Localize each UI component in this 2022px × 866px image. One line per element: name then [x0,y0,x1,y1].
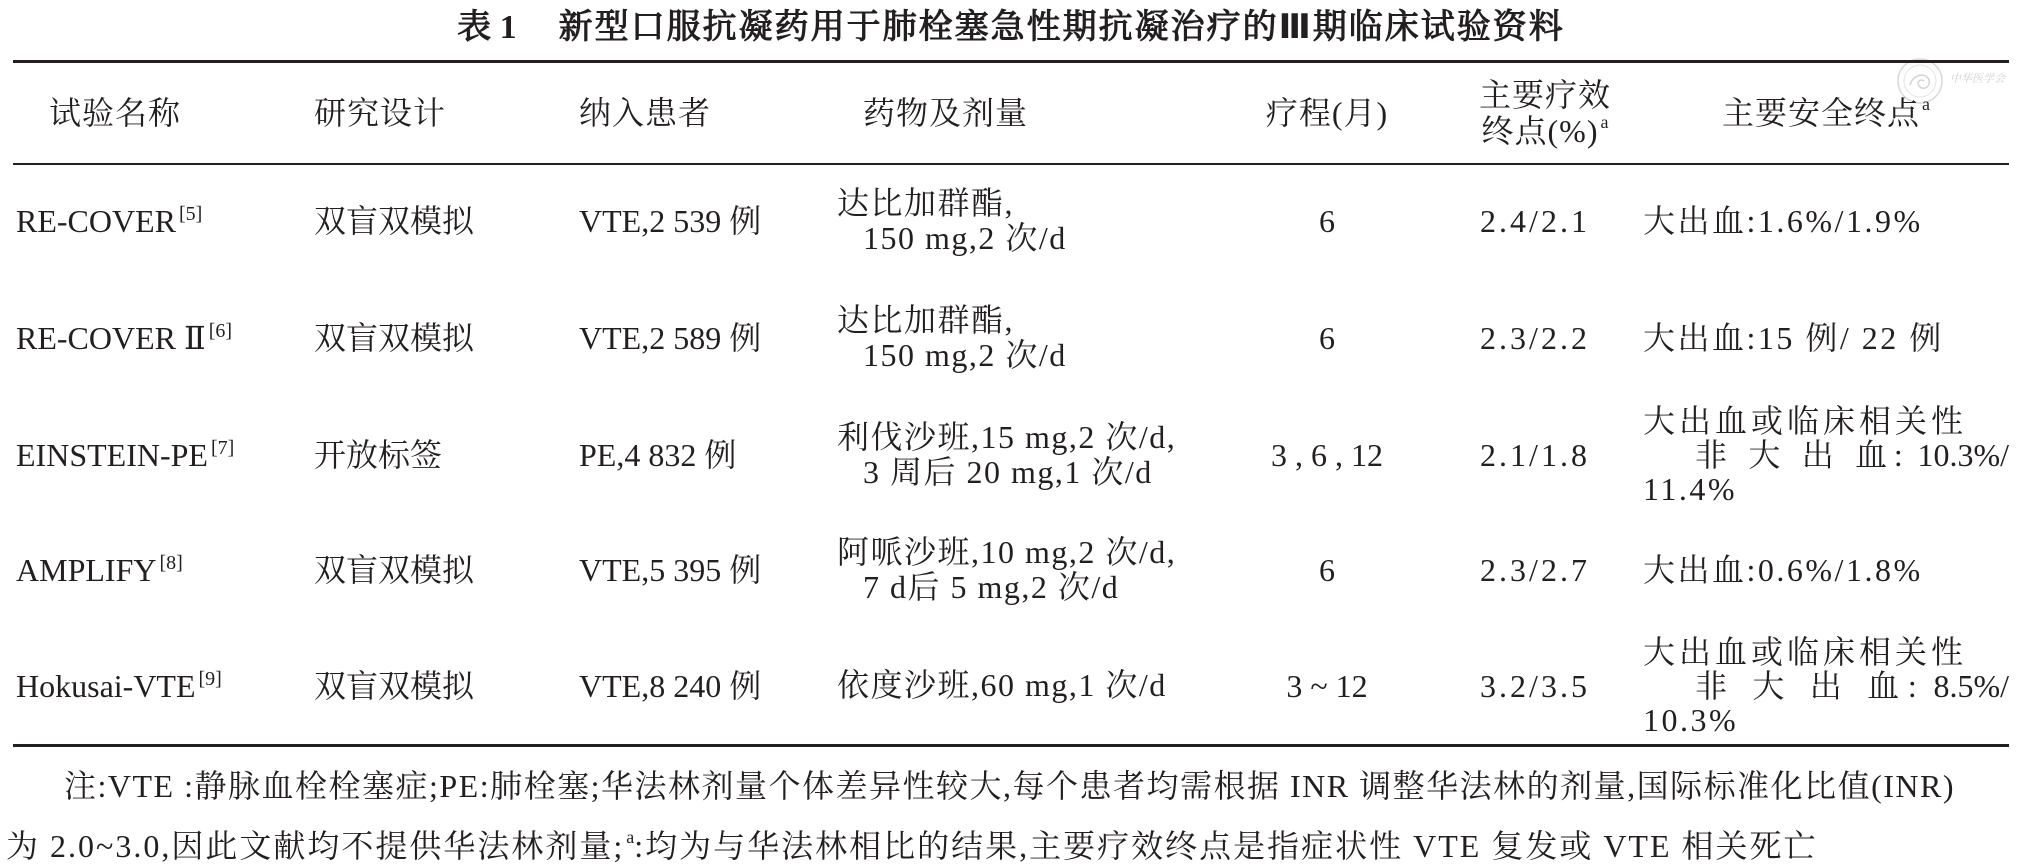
trial-name-cell [16,513,183,627]
study-design-cell: 双盲双模拟 [314,320,475,356]
drug-dosage-cell [837,397,1176,513]
trial-name-cell [16,627,222,744]
enrolled-patients-cell: PE,4 832 例 [579,437,737,473]
header-primary-safety-text: 主要安全终点 [1721,95,1920,131]
trial-name [16,204,202,238]
primary-efficacy-cell: 3.2/3.5 [1480,667,1590,704]
study-design-cell: 双盲双模拟 [314,552,475,588]
header-enrolled-patients: 纳入患者 [579,95,712,131]
header-primary-efficacy-line-1: 主要疗效 [1478,77,1611,113]
safety-line: 大出血或临床相关性 [1643,633,1968,670]
enrolled-patients-cell: VTE,5 395 例 [579,552,762,588]
reference-marker: [8] [159,552,183,574]
header-primary-efficacy [1440,63,1650,163]
table-bottom-rule [13,744,2009,747]
table-caption [0,1,2022,45]
table-row [0,627,2022,744]
header-primary-efficacy-line-2 [1482,113,1609,149]
drug-dosage-line: 达比加群酯, [837,302,1015,338]
reference-marker: [7] [210,437,235,459]
enrolled-patients-cell: VTE,8 240 例 [579,667,762,704]
trial-name-cell [16,165,202,277]
study-design-cell: 双盲双模拟 [314,667,475,704]
drug-dosage-line: 利伐沙班,15 mg,2 次/d, [837,419,1177,455]
trial-name-cell [16,279,232,397]
primary-efficacy-cell: 2.1/1.8 [1480,437,1590,473]
drug-dosage-cell [837,165,1067,277]
primary-efficacy-cell: 2.4/2.1 [1480,203,1590,239]
table-row [0,279,2022,397]
drug-dosage-cell [837,513,1176,627]
header-treatment-duration: 疗程(月) [1265,95,1389,131]
primary-safety-cell [1643,627,2009,744]
primary-efficacy-cell: 2.3/2.7 [1480,552,1590,588]
trial-name-text: RE-COVER [16,203,176,239]
primary-efficacy-cell: 2.3/2.2 [1480,320,1590,356]
enrolled-patients-cell: VTE,2 589 例 [579,320,762,356]
reference-marker: [9] [198,667,222,690]
table-row [0,165,2022,277]
drug-dosage-line: 依度沙班,60 mg,1 次/d [837,667,1167,703]
primary-safety-cell [1643,513,2009,627]
table-row [0,397,2022,513]
safety-line: 大出血:0.6%/1.8% [1643,552,1923,588]
watermark-text: 中华医学会 [1950,72,2005,85]
treatment-duration-cell: 6 [1319,203,1335,239]
safety-line: 大出血或临床相关性 [1643,403,1968,439]
footnote-marker: a [1922,94,1930,114]
header-study-design: 研究设计 [314,95,447,131]
footnote-marker: a [626,827,635,847]
header-trial-name: 试验名称 [49,95,182,131]
drug-dosage-line: 达比加群酯, [837,185,1015,221]
header-primary-efficacy-text: 终点(%) [1481,113,1599,149]
header-drug-dosage: 药物及剂量 [863,94,1029,131]
safety-line: 11.4% [1643,471,1737,507]
primary-safety-cell [1643,165,2009,277]
header-primary-safety [1643,63,2009,163]
safety-line: 大出血:1.6%/1.9% [1643,203,1923,239]
trial-name-text: AMPLIFY [16,552,157,588]
table-header-row [0,63,2022,163]
drug-dosage-cell [837,627,1167,744]
treatment-duration-cell: 3 ~ 12 [1286,667,1368,704]
trial-name [16,321,232,355]
study-design-cell: 双盲双模拟 [314,203,475,239]
safety-line: 非 大 出 血: 10.3%/ [1695,437,2009,473]
enrolled-patients-cell: VTE,2 539 例 [579,203,762,239]
treatment-duration-cell: 3 , 6 , 12 [1271,437,1383,473]
drug-dosage-line: 3 周后 20 mg,1 次/d [863,454,1153,490]
study-design-cell: 开放标签 [314,437,443,473]
footnote-text-after-marker: :均为与华法林相比的结果,主要疗效终点是指症状性 VTE 复发或 VTE 相关死亡 [634,828,1818,864]
treatment-duration-cell: 6 [1319,320,1335,356]
drug-dosage-line: 150 mg,2 次/d [863,220,1067,256]
primary-safety-cell [1643,279,2009,397]
safety-line: 非 大 出 血: 8.5%/ [1695,667,2009,704]
header-primary-safety-line [1722,96,1930,130]
table-footnote-line-1: 注:VTE :静脉血栓栓塞症;PE:肺栓塞;华法林剂量个体差异性较大,每个患者均需根据 INR 调整华法林的剂量,国际标准化比值(INR) [64,768,1956,804]
safety-line: 大出血:15 例/ 22 例 [1643,320,1944,356]
drug-dosage-line: 阿哌沙班,10 mg,2 次/d, [837,534,1177,570]
reference-marker: [6] [208,320,233,342]
drug-dosage-cell [837,279,1067,397]
trial-name [16,669,222,703]
table-number: 表 1 [457,8,517,46]
footnote-text-before-marker: 为 2.0~3.0,因此文献均不提供华法林剂量; [6,828,625,864]
primary-safety-cell [1643,397,2009,513]
drug-dosage-line: 150 mg,2 次/d [863,337,1067,373]
trial-name-text: EINSTEIN-PE [16,437,208,473]
treatment-duration-cell: 6 [1319,552,1335,588]
trial-name-cell [16,397,234,513]
table-footnote-line-2 [6,827,1818,865]
table-title: 新型口服抗凝药用于肺栓塞急性期抗凝治疗的Ⅲ期临床试验资料 [558,7,1565,46]
drug-dosage-line: 7 d后 5 mg,2 次/d [863,569,1120,605]
reference-marker: [5] [179,203,203,225]
trial-name-text: RE-COVER Ⅱ [16,320,206,356]
safety-line: 10.3% [1643,701,1739,738]
trial-name [16,553,183,587]
trial-name-text: Hokusai-VTE [16,667,196,704]
footnote-marker: a [1600,112,1609,132]
trial-name [16,438,234,472]
table-row [0,513,2022,627]
